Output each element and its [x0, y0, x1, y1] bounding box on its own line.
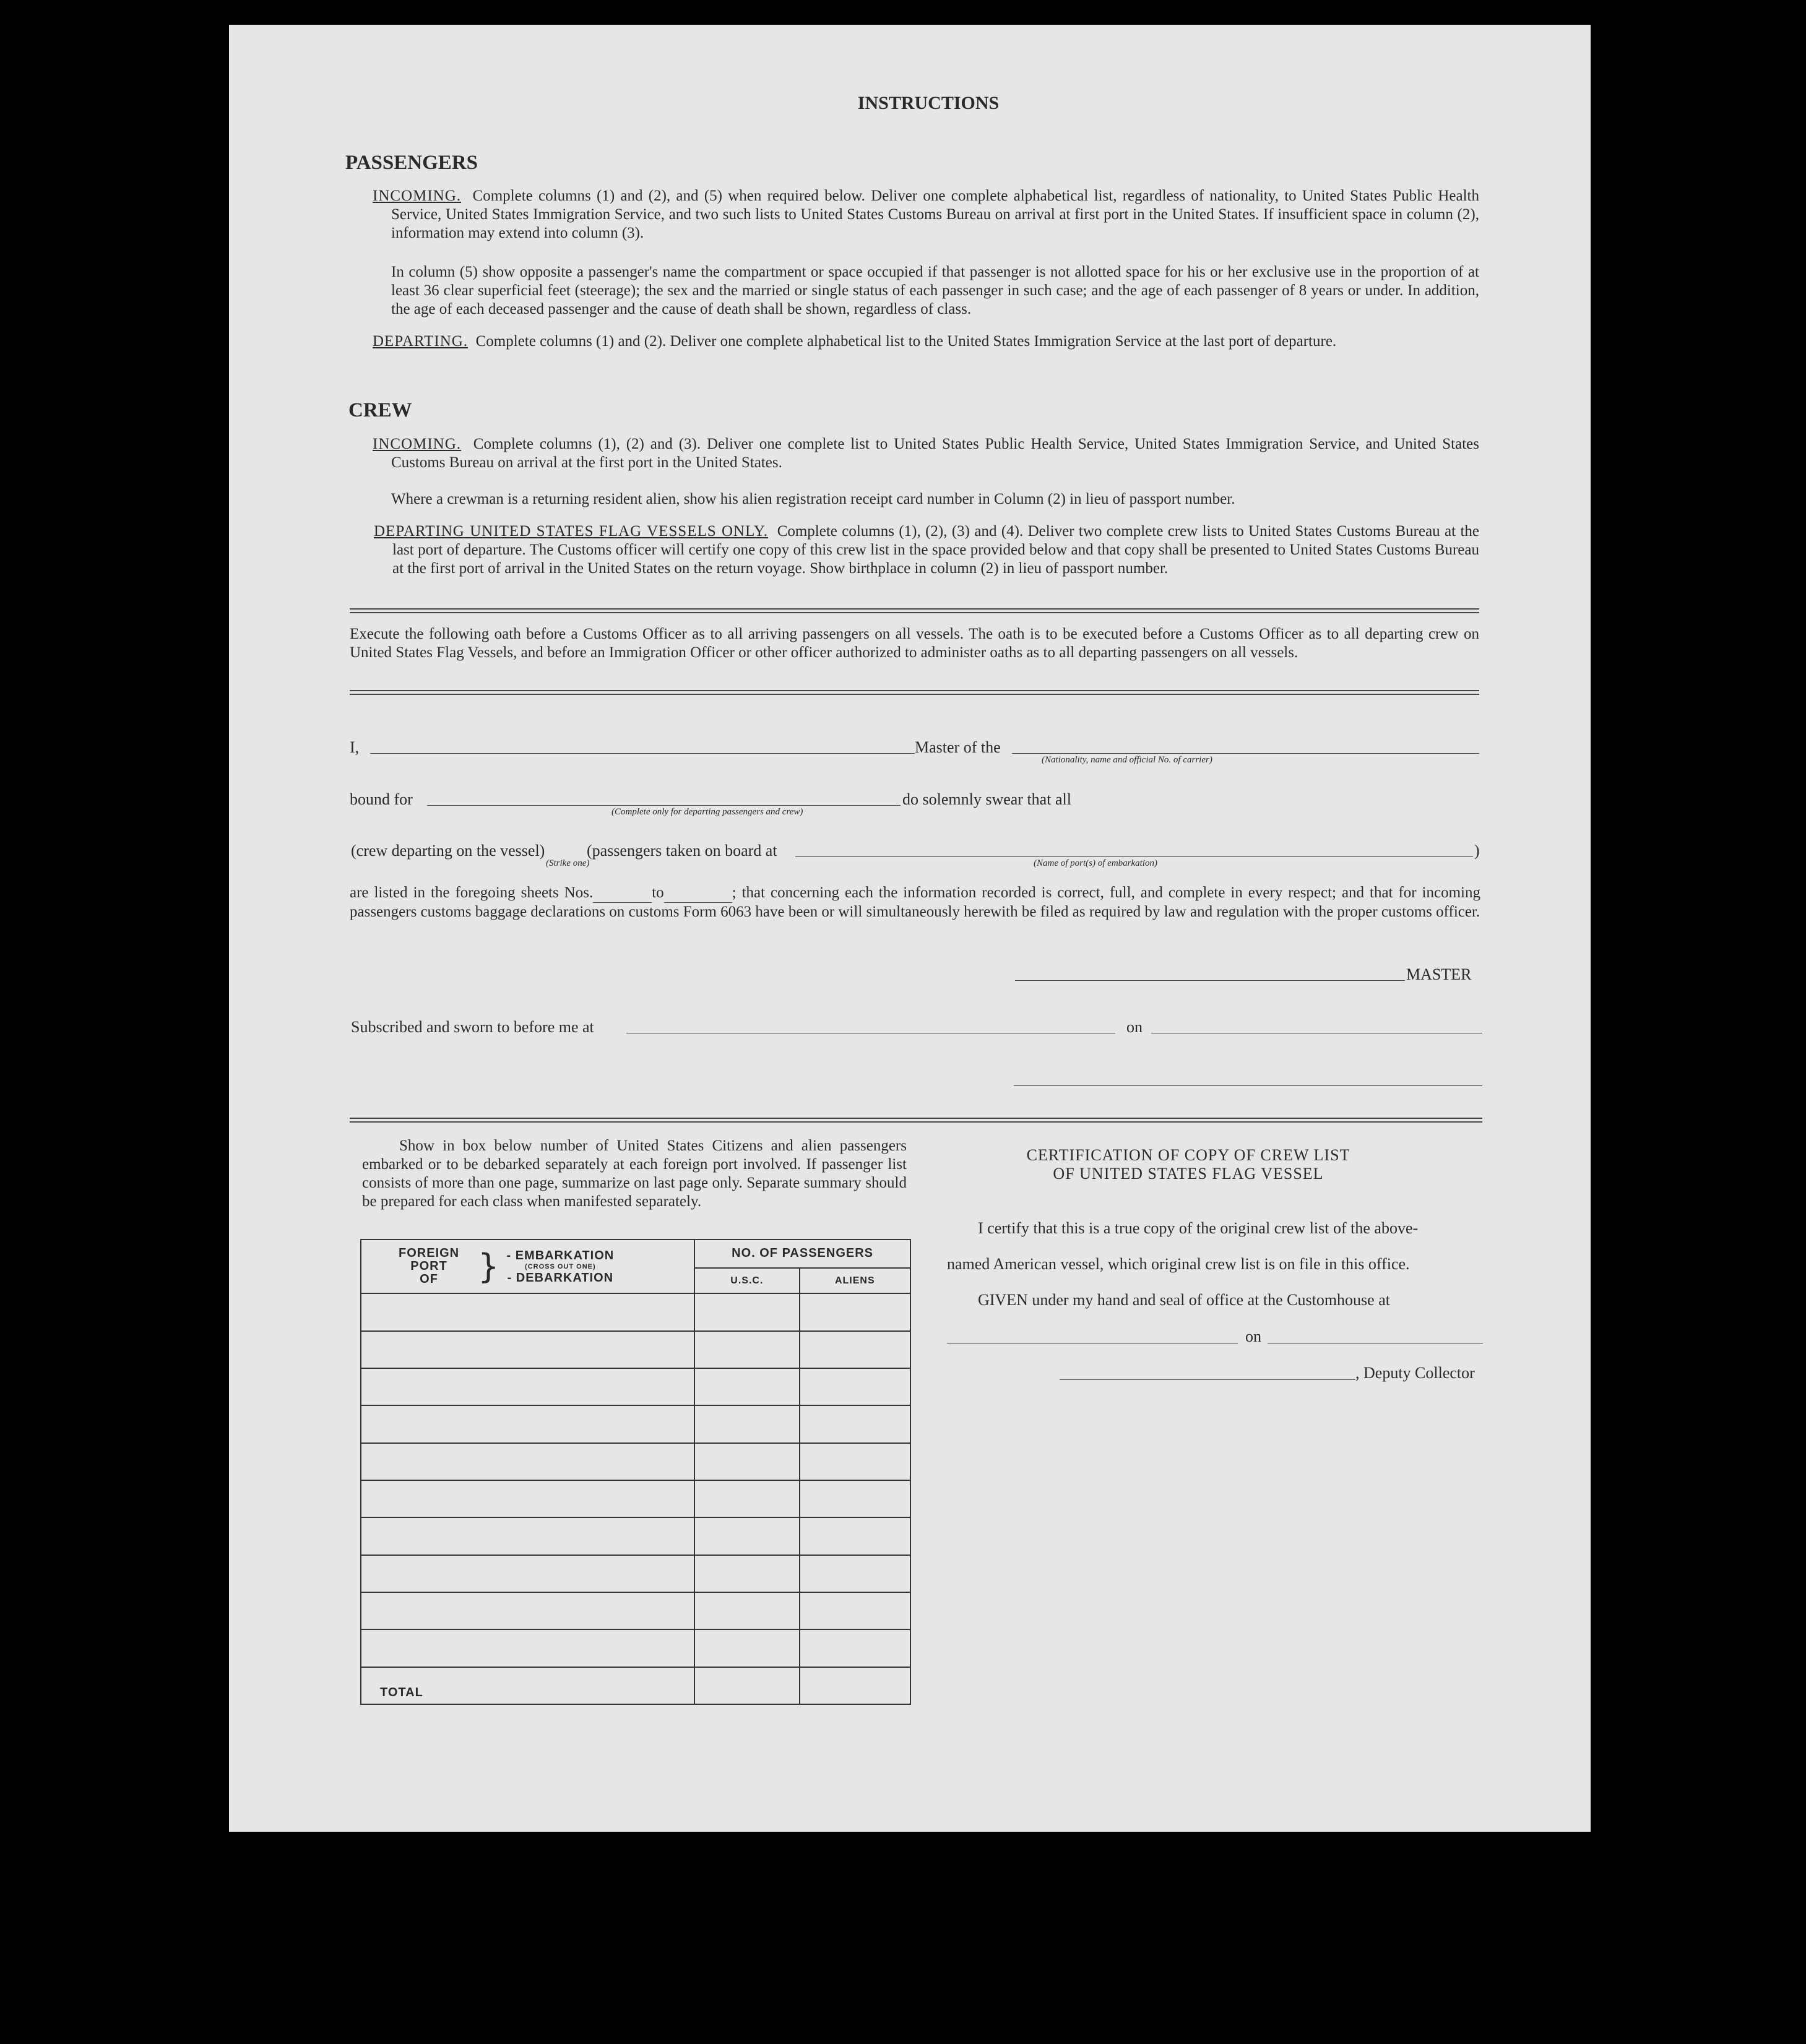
passengers-heading: PASSENGERS [345, 152, 478, 174]
port-of-embarkation-field[interactable] [795, 856, 1473, 857]
port-cell[interactable] [361, 1405, 694, 1442]
subscribed-label: Subscribed and sworn to before me at [351, 1018, 594, 1036]
officer-signature-field[interactable] [1014, 1085, 1482, 1086]
carrier-field[interactable] [1012, 753, 1479, 754]
double-rule [350, 608, 1479, 613]
port-cell[interactable] [361, 1592, 694, 1629]
crew-resident-paragraph: Where a crewman is a returning resident alien, show his alien registration receipt card number in Column (2) in lieu of passport number. [391, 491, 1235, 507]
usc-cell[interactable] [694, 1629, 799, 1667]
embarkation-option[interactable]: - EMBARKATION [506, 1248, 615, 1262]
passengers-departing-paragraph [373, 332, 1479, 351]
deputy-collector-signature-field[interactable] [1060, 1379, 1355, 1380]
double-rule [350, 690, 1479, 695]
usc-cell[interactable] [694, 1592, 799, 1629]
passengers-departing-text: Complete columns (1) and (2). Deliver one complete alphabetical list to the United States Immigration Service at the last port of departure. [475, 333, 1337, 350]
crew-departing-paragraph [374, 522, 1479, 578]
aliens-cell[interactable] [800, 1443, 910, 1480]
brace-icon: } [478, 1246, 499, 1286]
crew-incoming-label: INCOMING. [373, 436, 462, 452]
master-signature-field[interactable] [1015, 980, 1405, 981]
double-rule [350, 1118, 1482, 1123]
passengers-departing-label: DEPARTING. [373, 333, 469, 350]
certify-line-1: I certify that this is a true copy of the original crew list of the above- [978, 1219, 1419, 1237]
crew-incoming-paragraph [373, 435, 1479, 472]
aliens-cell[interactable] [800, 1480, 910, 1517]
oath-i-label: I, [350, 738, 360, 756]
swear-label: do solemnly swear that all [902, 790, 1071, 808]
passengers-incoming-text: Complete columns (1) and (2), and (5) when required below. Deliver one complete alphabetical list, regardless of nationality, to United States Public Health Service, United States Immigration Service, and two such lists to United States Customs Bureau on arrival at first port in the United States. If insufficient space in column (2), information may extend into column (3). [391, 188, 1479, 241]
usc-cell[interactable] [694, 1517, 799, 1555]
usc-cell[interactable] [694, 1368, 799, 1405]
certification-title [941, 1146, 1436, 1183]
aliens-cell[interactable] [800, 1555, 910, 1592]
certification-title-line1: CERTIFICATION OF COPY OF CREW LIST [1026, 1146, 1350, 1164]
listed-paragraph [350, 884, 1480, 921]
port-cell[interactable] [361, 1331, 694, 1368]
aliens-cell[interactable] [800, 1517, 910, 1555]
sworn-on-label: on [1126, 1018, 1143, 1036]
port-cell[interactable] [361, 1480, 694, 1517]
usc-cell[interactable] [694, 1331, 799, 1368]
crew-departing-option[interactable]: (crew departing on the vessel) [351, 842, 545, 860]
certify-line-2: named American vessel, which original crew list is on file in this office. [947, 1255, 1410, 1273]
deputy-collector-label: , Deputy Collector [1355, 1364, 1475, 1382]
certification-title-line2: OF UNITED STATES FLAG VESSEL [1053, 1165, 1324, 1183]
passenger-summary-table [360, 1239, 911, 1705]
form-sheet [229, 25, 1591, 1832]
usc-cell[interactable] [694, 1293, 799, 1330]
usc-cell[interactable] [694, 1405, 799, 1442]
aliens-cell[interactable] [800, 1331, 910, 1368]
port-cell[interactable] [361, 1517, 694, 1555]
page-title: INSTRUCTIONS [857, 93, 1000, 113]
bound-for-field[interactable] [427, 805, 901, 806]
cert-on-label: on [1245, 1327, 1261, 1345]
port-cell[interactable] [361, 1555, 694, 1592]
foreign-label: FOREIGN [399, 1246, 460, 1261]
crew-incoming-text: Complete columns (1), (2) and (3). Deliver one complete list to United States Public Health Service, United States Immigration Service, and United States Customs Bureau on arrival at the first port in the United States. [391, 436, 1479, 471]
crew-departing-label: DEPARTING UNITED STATES FLAG VESSELS ONLY. [374, 523, 768, 540]
passengers-incoming-label: INCOMING. [373, 188, 462, 204]
aliens-header: ALIENS [800, 1268, 910, 1294]
total-label-cell [361, 1667, 694, 1704]
cross-out-note: (CROSS OUT ONE) [525, 1262, 596, 1270]
sheet-number-from-field[interactable] [593, 884, 652, 903]
to-label: to [652, 884, 664, 901]
strike-caption: (Strike one) [546, 858, 590, 868]
of-label: OF [420, 1272, 438, 1287]
usc-cell[interactable] [694, 1480, 799, 1517]
bound-for-label: bound for [350, 790, 413, 808]
total-label: TOTAL [380, 1686, 423, 1699]
port-cell[interactable] [361, 1293, 694, 1330]
aliens-cell[interactable] [800, 1592, 910, 1629]
listed-prefix: are listed in the foregoing sheets Nos. [350, 884, 594, 901]
aliens-cell[interactable] [800, 1293, 910, 1330]
aliens-cell[interactable] [800, 1368, 910, 1405]
aliens-cell[interactable] [800, 1629, 910, 1667]
usc-total-cell[interactable] [694, 1667, 799, 1704]
port-header-cell [361, 1240, 694, 1293]
oath-instruction: Execute the following oath before a Customs Officer as to all arriving passengers on all vessels. The oath is to be executed before a Customs Officer as to all departing crew on United States Flag Vessels, and before an Immigration Officer or other officer authorized to administer oaths as to all departing passengers on all vessels. [350, 626, 1479, 661]
usc-cell[interactable] [694, 1443, 799, 1480]
bound-for-caption: (Complete only for departing passengers and crew) [611, 807, 803, 817]
port-cell[interactable] [361, 1629, 694, 1667]
sheet-number-to-field[interactable] [664, 884, 732, 903]
no-of-passengers-header: NO. OF PASSENGERS [694, 1240, 910, 1268]
port-cell[interactable] [361, 1443, 694, 1480]
crew-heading: CREW [348, 399, 412, 421]
usc-cell[interactable] [694, 1555, 799, 1592]
passengers-incoming-paragraph [373, 187, 1479, 243]
port-caption: (Name of port(s) of embarkation) [1034, 858, 1157, 868]
given-line: GIVEN under my hand and seal of office at the Customhouse at [978, 1291, 1390, 1309]
debarkation-option[interactable]: - DEBARKATION [507, 1270, 614, 1285]
carrier-caption: (Nationality, name and official No. of carrier) [1042, 755, 1212, 765]
passengers-taken-option[interactable]: (passengers taken on board at [587, 842, 777, 860]
summary-instruction: Show in box below number of United States Citizens and alien passengers embarked or to be debarked separately at each foreign port involved. If passenger list consists of more than one page, summarize on last page only. Separate summary should be prepared for each class when manifested separately. [362, 1137, 907, 1210]
aliens-cell[interactable] [800, 1405, 910, 1442]
master-name-field[interactable] [370, 753, 915, 754]
usc-header: U.S.C. [694, 1268, 799, 1294]
aliens-total-cell[interactable] [800, 1667, 910, 1704]
master-of-the-label: Master of the [915, 738, 1001, 756]
port-label: PORT [410, 1259, 447, 1274]
master-label: MASTER [1406, 965, 1472, 983]
passengers-column5-paragraph: In column (5) show opposite a passenger's name the compartment or space occupied if that passenger is not allotted space for his or her exclusive use in the proportion of at least 36 clear superficial feet (steerage); the sex and the married or single status of each passenger in such case; and the age of each passenger of 8 years or under. In addition, the age of each deceased passenger and the cause of death shall be shown, regardless of class. [391, 264, 1479, 317]
crew-departing-text: Complete columns (1), (2), (3) and (4). Deliver two complete crew lists to United States Customs Bureau at the last port of departure. The Customs officer will certify one copy of this crew list in the space provided below and that copy shall be presented to United States Customs Bureau at the first port of arrival in the United States on the return voyage. Show birthplace in column (2) in lieu of passport number. [392, 523, 1479, 577]
port-cell[interactable] [361, 1368, 694, 1405]
listed-text: ; that concerning each the information recorded is correct, full, and complete in every respect; and that for incoming passengers customs baggage declarations on customs Form 6063 have been or will simultaneously herewith be filed as required by law and regulation with the proper customs officer. [350, 884, 1480, 920]
close-paren: ) [1474, 842, 1480, 860]
